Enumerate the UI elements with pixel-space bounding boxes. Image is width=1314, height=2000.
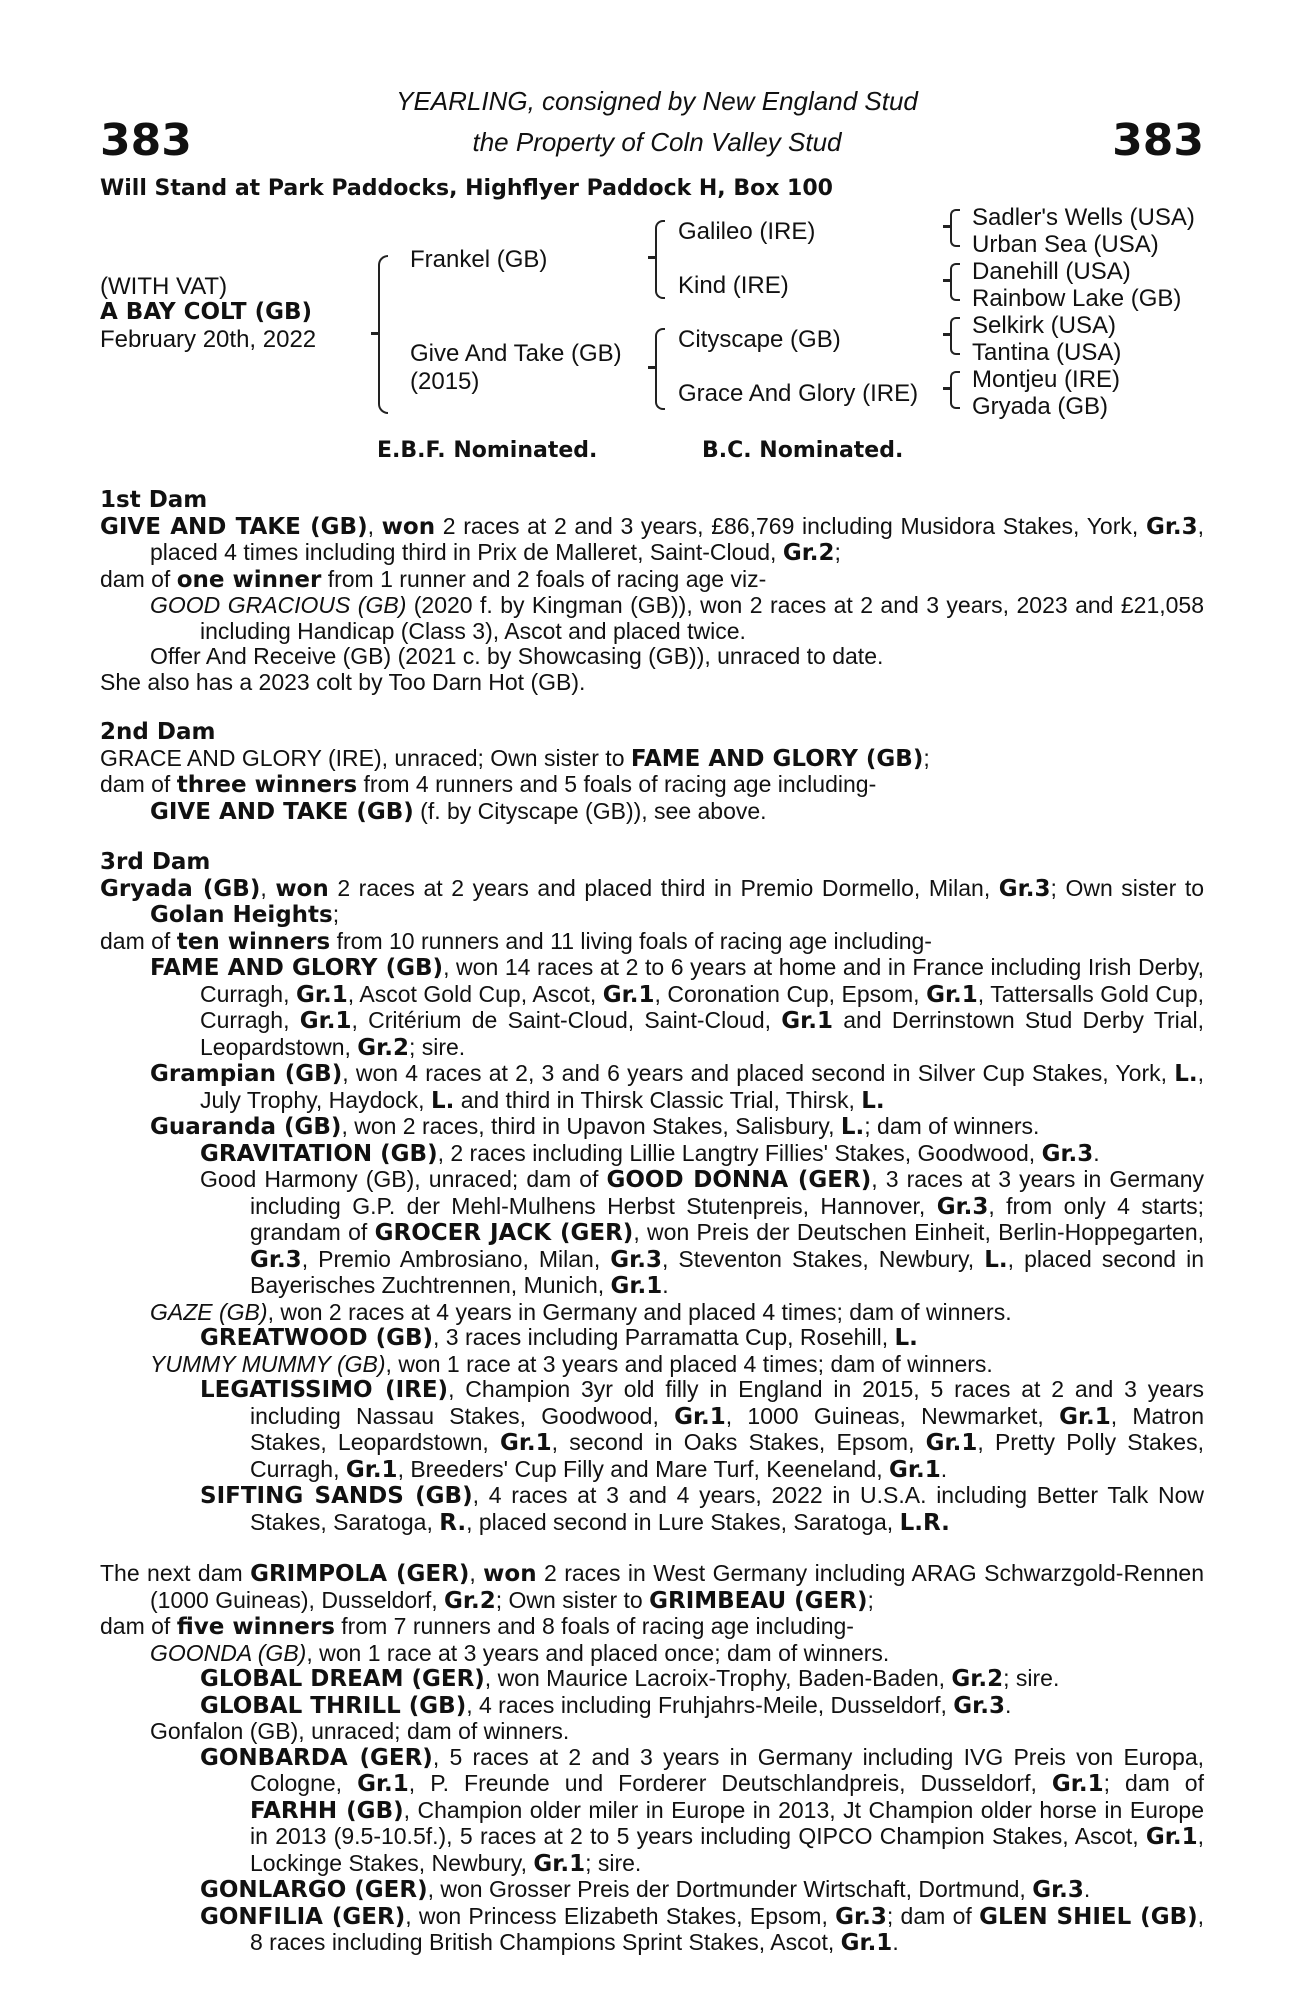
next-dam-offspring: Gonfalon (GB), unraced; dam of winners.	[150, 1718, 570, 1744]
first-dam-offspring: GOOD GRACIOUS (GB) (2020 f. by Kingman (GB)), won 2 races at 2 and 3 years, 2023 and £21,058 including Handicap (Class 3), Ascot and placed twice.	[150, 592, 1204, 644]
third-dam-offspring: YUMMY MUMMY (GB), won 1 race at 3 years and placed 4 times; dam of winners.	[150, 1350, 993, 1377]
dam-year: (2015)	[410, 368, 480, 395]
pedigree-brace-dam	[655, 328, 665, 410]
pedigree-brace-g3	[950, 317, 960, 355]
ancestor-2: Urban Sea (USA)	[972, 231, 1159, 258]
pedigree-brace-g4	[950, 371, 960, 409]
first-dam-produce-summary: dam of one winner from 1 runner and 2 foals of racing age viz-	[100, 565, 767, 593]
ancestor-7: Montjeu (IRE)	[972, 366, 1121, 393]
grand-offspring: GRAVITATION (GB), 2 races including Lillie Langtry Fillies' Stakes, Goodwood, Gr.3.	[200, 1139, 1100, 1167]
pedigree-brace-g4-point	[943, 387, 950, 390]
grand-offspring: Good Harmony (GB), unraced; dam of GOOD DONNA (GER), 3 races at 3 years in Germany including G.P. der Mehl-Mulhens Herbst Stutenpreis, Hannover, Gr.3, from only 4 starts; grandam of GROCER JACK (GER), won Preis der Deutschen Einheit, Berlin-Hoppegarten, Gr.3, Premio Ambrosiano, Milan, Gr.3, Steventon Stakes, Newbury, L., placed second in Bayerisches Zuchtrennen, Munich, Gr.1.	[200, 1166, 1205, 1299]
vat-label: (WITH VAT)	[100, 273, 228, 300]
second-dam-heading: 2nd Dam	[100, 719, 216, 745]
first-dam-offspring: Offer And Receive (GB) (2021 c. by Showcasing (GB)), unraced to date.	[150, 643, 884, 669]
grand-offspring: SIFTING SANDS (GB), 4 races at 3 and 4 years, 2022 in U.S.A. including Better Talk Now Stakes, Saratoga, R., placed second in Lure Stakes, Saratoga, L.R.	[200, 1482, 1204, 1536]
next-dam-record: The next dam GRIMPOLA (GER), won 2 races in West Germany including ARAG Schwarzgold-Rennen (1000 Guineas), Dusseldorf, Gr.2; Own sister to GRIMBEAU (GER);	[100, 1560, 1205, 1614]
ancestor-1: Sadler's Wells (USA)	[972, 204, 1195, 231]
third-dam-offspring: FAME AND GLORY (GB), won 14 races at 2 to 6 years at home and in France including Irish Derby, Curragh, Gr.1, Ascot Gold Cup, Ascot, Gr.1, Coronation Cup, Epsom, Gr.1, Tattersalls Gold Cup, Curragh, Gr.1, Critérium de Saint-Cloud, Saint-Cloud, Gr.1 and Derrinstown Stud Derby Trial, Leopardstown, Gr.2; sire.	[150, 954, 1205, 1061]
pedigree-brace-sire	[655, 220, 665, 299]
first-dam-record: GIVE AND TAKE (GB), won 2 races at 2 and 3 years, £86,769 including Musidora Stakes, York, Gr.3, placed 4 times including third in Prix de Malleret, Saint-Cloud, Gr.2;	[100, 512, 1205, 566]
dam: Give And Take (GB)	[410, 340, 622, 367]
lot-number-right: 383	[1112, 115, 1204, 166]
third-dam-offspring: GAZE (GB), won 2 races at 4 years in Germany and placed 4 times; dam of winners.	[150, 1298, 1012, 1325]
sire: Frankel (GB)	[410, 246, 548, 273]
pedigree-brace-g2-point	[943, 279, 950, 282]
stand-location: Will Stand at Park Paddocks, Highflyer Paddock H, Box 100	[100, 176, 833, 201]
ancestor-5: Selkirk (USA)	[972, 312, 1117, 339]
foaling-date: February 20th, 2022	[100, 326, 317, 353]
horse-name: A BAY COLT (GB)	[100, 299, 313, 325]
pedigree-brace-main	[378, 255, 388, 414]
ancestor-3: Danehill (USA)	[972, 258, 1131, 285]
pedigree-brace-g3-point	[943, 333, 950, 336]
third-dam-record: Gryada (GB), won 2 races at 2 years and placed third in Premio Dormello, Milan, Gr.3; Own sister to Golan Heights;	[100, 874, 1205, 928]
grand-offspring: GONLARGO (GER), won Grosser Preis der Dortmunder Wirtschaft, Dortmund, Gr.3.	[200, 1876, 1091, 1903]
grand-offspring: GLOBAL THRILL (GB), 4 races including Fruhjahrs-Meile, Dusseldorf, Gr.3.	[200, 1691, 1012, 1719]
sire-sire: Galileo (IRE)	[678, 218, 816, 245]
ebf-nomination: E.B.F. Nominated.	[377, 438, 598, 463]
next-dam-produce-summary: dam of five winners from 7 runners and 8 foals of racing age including-	[100, 1613, 854, 1640]
third-dam-produce-summary: dam of ten winners from 10 runners and 11 living foals of racing age including-	[100, 927, 932, 955]
grand-offspring: GONFILIA (GER), won Princess Elizabeth Stakes, Epsom, Gr.3; dam of GLEN SHIEL (GB), 8 races including British Champions Sprint Stakes, Ascot, Gr.1.	[200, 1902, 1205, 1956]
pedigree-brace-g1	[950, 209, 960, 247]
dam-sire: Cityscape (GB)	[678, 326, 841, 353]
dam-dam: Grace And Glory (IRE)	[678, 380, 919, 407]
first-dam-heading: 1st Dam	[100, 487, 208, 513]
ancestor-4: Rainbow Lake (GB)	[972, 285, 1182, 312]
pedigree-brace-dam-point	[648, 366, 655, 369]
pedigree-brace-g1-point	[943, 225, 950, 228]
grand-offspring: GLOBAL DREAM (GER), won Maurice Lacroix-Trophy, Baden-Baden, Gr.2; sire.	[200, 1665, 1060, 1692]
consignment-line-2: the Property of Coln Valley Stud	[472, 127, 842, 157]
sire-dam: Kind (IRE)	[678, 272, 789, 299]
consignment-line-1: YEARLING, consigned by New England Stud	[396, 86, 918, 116]
ancestor-8: Gryada (GB)	[972, 393, 1109, 420]
pedigree-brace-g2	[950, 263, 960, 301]
pedigree-notes	[100, 488, 1204, 1957]
third-dam-offspring: Grampian (GB), won 4 races at 2, 3 and 6 years and placed second in Silver Cup Stakes, York, L., July Trophy, Haydock, L. and third in Thirsk Classic Trial, Thirsk, L.	[150, 1060, 1205, 1114]
second-dam-record: GRACE AND GLORY (IRE), unraced; Own sister to FAME AND GLORY (GB);	[100, 744, 930, 772]
pedigree-brace-sire-point	[648, 256, 655, 259]
bc-nomination: B.C. Nominated.	[702, 438, 904, 463]
lot-number-left: 383	[100, 115, 192, 166]
first-dam-also: She also has a 2023 colt by Too Darn Hot (GB).	[100, 668, 586, 695]
grand-offspring: GREATWOOD (GB), 3 races including Parramatta Cup, Rosehill, L.	[200, 1324, 918, 1351]
second-dam-produce-summary: dam of three winners from 4 runners and 5 foals of racing age including-	[100, 771, 877, 798]
next-dam-offspring: GOONDA (GB), won 1 race at 3 years and placed once; dam of winners.	[150, 1639, 890, 1666]
third-dam-offspring: Guaranda (GB), won 2 races, third in Upavon Stakes, Salisbury, L.; dam of winners.	[150, 1113, 1040, 1140]
grand-offspring: GONBARDA (GER), 5 races at 2 and 3 years in Germany including IVG Preis von Europa, Cologne, Gr.1, P. Freunde und Forderer Deutschlandpreis, Dusseldorf, Gr.1; dam of FARHH (GB), Champion older miler in Europe in 2013, Jt Champion older horse in Europe in 2013 (9.5-10.5f.), 5 races at 2 to 5 years including QIPCO Champion Stakes, Ascot, Gr.1, Lockinge Stakes, Newbury, Gr.1; sire.	[200, 1743, 1205, 1877]
third-dam-heading: 3rd Dam	[100, 849, 211, 875]
grand-offspring: LEGATISSIMO (IRE), Champion 3yr old filly in England in 2015, 5 races at 2 and 3 years including Nassau Stakes, Goodwood, Gr.1, 1000 Guineas, Newmarket, Gr.1, Matron Stakes, Leopardstown, Gr.1, second in Oaks Stakes, Epsom, Gr.1, Pretty Polly Stakes, Curragh, Gr.1, Breeders' Cup Filly and Mare Turf, Keeneland, Gr.1.	[200, 1376, 1204, 1483]
pedigree-brace-main-point	[371, 332, 378, 335]
ancestor-6: Tantina (USA)	[972, 339, 1122, 366]
second-dam-offspring: GIVE AND TAKE (GB) (f. by Cityscape (GB)), see above.	[150, 797, 767, 825]
